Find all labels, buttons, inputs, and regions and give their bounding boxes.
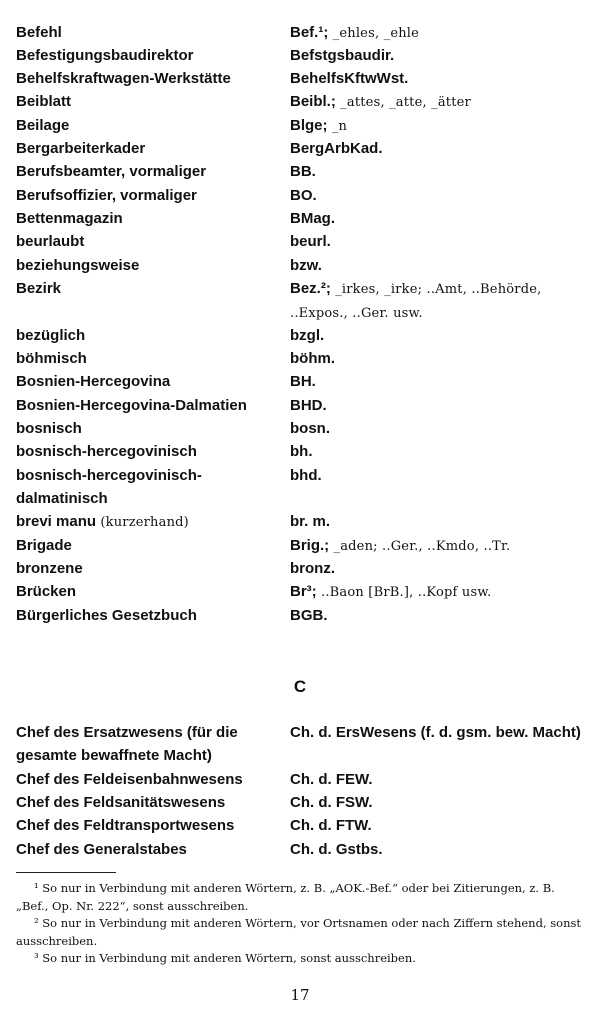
entry-term: bezüglich: [16, 327, 86, 344]
abbr-text: Bef.¹;: [290, 24, 329, 41]
entry-term: bosnisch-hercegovinisch: [16, 443, 197, 460]
entry-term: Befestigungsbaudirektor: [16, 47, 194, 64]
entry-chef-feldsanitaetswesens: [16, 791, 586, 814]
entry-term: [16, 510, 290, 534]
entry-abbr: br. m.: [290, 513, 331, 530]
abbr-text: Br³;: [290, 583, 317, 600]
entry-abbr: bhd.: [290, 467, 322, 484]
entry-bruecken: [16, 580, 586, 604]
entry-abbr: BO.: [290, 187, 317, 204]
entry-term: Berufsbeamter, vormaliger: [16, 163, 207, 180]
entry-term: Bezirk: [16, 280, 62, 297]
footnotes: [16, 880, 584, 968]
entry-abbr: [290, 277, 586, 326]
entry-brigade: [16, 534, 586, 558]
entry-abbr: [290, 534, 586, 558]
entry-term: Behelfskraftwagen-Werkstätte: [16, 70, 231, 87]
entry-boehmisch: [16, 347, 586, 370]
entry-befehl: [16, 21, 586, 45]
entry-chef-feldtransportwesens: [16, 814, 586, 837]
entry-beiblatt: [16, 90, 586, 114]
entry-term: Berufsoffizier, vormaliger: [16, 187, 197, 204]
entry-term: bronzene: [16, 560, 83, 577]
entry-abbr: BH.: [290, 373, 316, 390]
entry-abbr: BHD.: [290, 397, 327, 414]
entry-beilage: [16, 114, 586, 138]
entry-term: Brücken: [16, 583, 77, 600]
abbr-text: Blge;: [290, 117, 328, 134]
entry-abbr: [290, 114, 586, 138]
entry-abbr: bzw.: [290, 257, 322, 274]
entry-term: Befehl: [16, 24, 62, 41]
abbr-note: _irkes, _irke; ..Amt, ..Behörde, ..Expos., ..Ger. usw.: [290, 282, 542, 322]
section-heading: C: [293, 677, 307, 696]
page-number: 17: [290, 986, 310, 1004]
entry-term: Beiblatt: [16, 93, 72, 110]
abbr-note: _aden; ..Ger., ..Kmdo, ..Tr.: [329, 539, 511, 554]
entry-term: Beilage: [16, 117, 70, 134]
entry-abbr: BergArbKad.: [290, 140, 383, 157]
entry-term: bosnisch-hercegovinisch-dalmatinisch: [16, 467, 202, 508]
entry-bosnien-hercegovina: [16, 370, 586, 393]
entry-term: Chef des Feldsanitätswesens: [16, 794, 226, 811]
entry-term: Bosnien-Hercegovina-Dalmatien: [16, 397, 247, 414]
entry-abbr: BB.: [290, 163, 316, 180]
entry-bosnisch-hercegovinisch-dalmatinisch: [16, 464, 586, 511]
entry-term: Bergarbeiterkader: [16, 140, 146, 157]
entry-abbr: Ch. d. FSW.: [290, 794, 373, 811]
abbr-note: ..Baon [BrB.], ..Kopf usw.: [316, 585, 492, 600]
entry-abbr: BehelfsKftwWst.: [290, 70, 409, 87]
entry-bosnien-hercegovina-dalmatien: [16, 394, 586, 417]
entry-abbr: beurl.: [290, 233, 331, 250]
entry-abbr: bosn.: [290, 420, 330, 437]
entry-bezueglich: [16, 324, 586, 347]
footnote-rule: [16, 872, 116, 873]
entry-abbr: [290, 21, 586, 45]
entry-term: bosnisch: [16, 420, 82, 437]
footnote-2: ² So nur in Verbindung mit anderen Wörtern, vor Ortsnamen oder nach Ziffern stehend, sonst ausschreiben.: [16, 916, 582, 948]
entry-term: Bürgerliches Gesetzbuch: [16, 607, 197, 624]
footnote-1: ¹ So nur in Verbindung mit anderen Wörtern, z. B. „AOK.-Bef.“ oder bei Zitierungen, z. B. „Bef., Op. Nr. 222“, sonst ausschreiben.: [16, 881, 555, 913]
entry-bergarbeiterkader: [16, 137, 586, 160]
entry-abbr: bzgl.: [290, 327, 325, 344]
abbr-note: _n: [327, 119, 348, 134]
entry-abbr: Ch. d. ErsWesens (f. d. gsm. bew. Macht): [290, 724, 581, 741]
entry-beurlaubt: [16, 230, 586, 253]
entry-abbr: BMag.: [290, 210, 335, 227]
entry-term: Brigade: [16, 537, 72, 554]
entry-chef-ersatzwesens: [16, 721, 586, 768]
abbr-text: Bez.²;: [290, 280, 331, 297]
entry-term: Chef des Feldeisenbahnwesens: [16, 771, 243, 788]
term-note: (kurzerhand): [96, 515, 189, 530]
entry-berufsoffizier: [16, 184, 586, 207]
entry-berufsbeamter: [16, 160, 586, 183]
entry-abbr: Ch. d. FEW.: [290, 771, 373, 788]
entry-beziehungsweise: [16, 254, 586, 277]
entry-term: böhmisch: [16, 350, 87, 367]
footnote-3: ³ So nur in Verbindung mit anderen Wörtern, sonst ausschreiben.: [34, 951, 416, 965]
entry-bezirk: [16, 277, 586, 326]
entry-term: beurlaubt: [16, 233, 85, 250]
entry-term: Chef des Feldtransportwesens: [16, 817, 235, 834]
entry-abbr: bh.: [290, 443, 313, 460]
entry-bettenmagazin: [16, 207, 586, 230]
entry-bronzene: [16, 557, 586, 580]
entry-abbr: böhm.: [290, 350, 335, 367]
entry-term: Chef des Generalstabes: [16, 841, 187, 858]
entry-buergerliches-gesetzbuch: [16, 604, 586, 627]
term-text: brevi manu: [16, 513, 97, 530]
entry-abbr: Befstgsbaudir.: [290, 47, 395, 64]
entry-behelfskraftwagen: [16, 67, 586, 90]
entry-bosnisch-hercegovinisch: [16, 440, 586, 463]
entry-bosnisch: [16, 417, 586, 440]
entry-term: Chef des Ersatzwesens (für die gesamte bewaffnete Macht): [16, 724, 238, 765]
entry-term: beziehungsweise: [16, 257, 140, 274]
entry-abbr: Ch. d. FTW.: [290, 817, 372, 834]
entry-abbr: bronz.: [290, 560, 335, 577]
entry-abbr: [290, 580, 586, 604]
abbr-text: Brig.;: [290, 537, 330, 554]
entry-term: Bettenmagazin: [16, 210, 123, 227]
entry-brevi-manu: [16, 510, 586, 534]
entry-abbr: Ch. d. Gstbs.: [290, 841, 383, 858]
entry-chef-generalstabes: [16, 838, 586, 861]
entry-abbr: BGB.: [290, 607, 328, 624]
entry-chef-feldeisenbahnwesens: [16, 768, 586, 791]
entry-term: Bosnien-Hercegovina: [16, 373, 171, 390]
abbr-note: _attes, _atte, _ätter: [335, 95, 471, 110]
entry-befestigungsbaudirektor: [16, 44, 586, 67]
entry-abbr: [290, 90, 586, 114]
abbr-text: Beibl.;: [290, 93, 336, 110]
abbr-note: _ehles, _ehle: [328, 26, 420, 41]
